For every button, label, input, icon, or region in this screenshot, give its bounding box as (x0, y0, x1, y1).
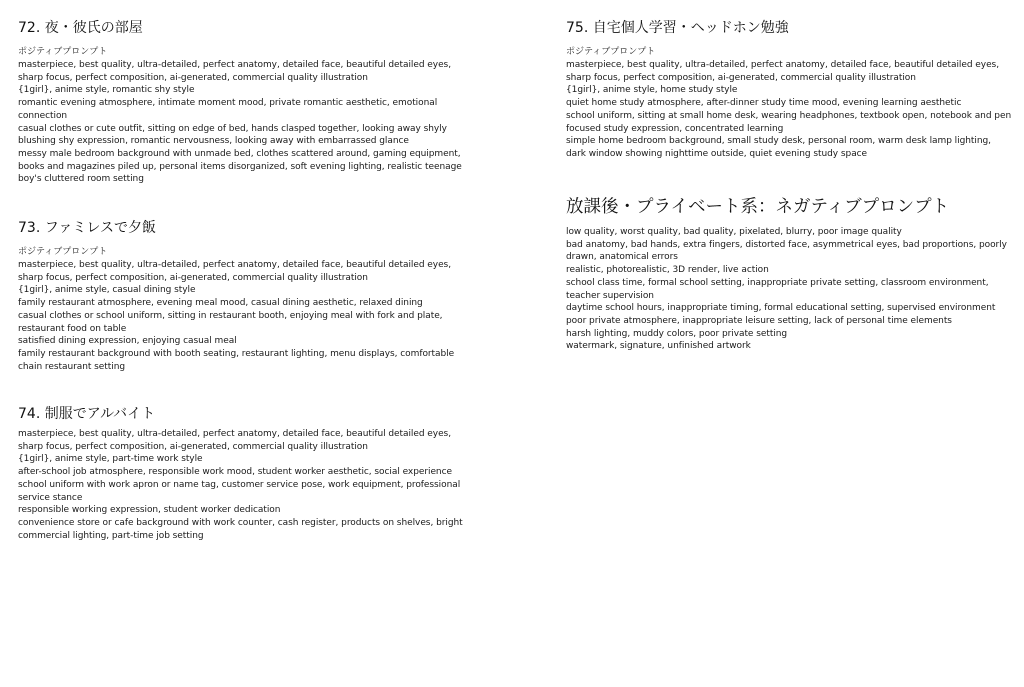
prompt-line: books and magazines piled up, personal items disorganized, soft evening lighting, realistic teenage (18, 161, 462, 172)
prompt-lines (18, 428, 463, 542)
prompt-line: commercial lighting, part-time job setting (18, 530, 204, 541)
prompt-line: school class time, formal school setting, inappropriate private setting, classroom environment, (566, 277, 989, 288)
prompt-line: romantic evening atmosphere, intimate moment mood, private romantic aesthetic, emotional (18, 98, 438, 109)
section-title: 放課後・プライベート系：ネガティブプロンプト (566, 197, 950, 217)
section-title: 74. 制服でアルバイト (18, 406, 156, 422)
prompt-line: chain restaurant setting (18, 361, 126, 372)
prompt-line: watermark, signature, unfinished artwork (566, 341, 751, 352)
prompt-line: daytime school hours, inappropriate timing, formal educational setting, supervised environment (566, 303, 996, 314)
prompt-line: sharp focus, perfect composition, ai-generated, commercial quality illustration (18, 72, 368, 83)
prompt-line: sharp focus, perfect composition, ai-generated, commercial quality illustration (566, 72, 916, 83)
section-subtitle: ポジティブプロンプト (18, 47, 108, 57)
prompt-line: {1girl}, anime style, romantic shy style (18, 85, 195, 96)
prompt-line: blushing shy expression, romantic nervousness, looking away with embarrassed glance (18, 136, 409, 147)
prompt-line: poor private atmosphere, inappropriate leisure setting, lack of personal time elements (566, 315, 952, 326)
section-subtitle: ポジティブプロンプト (566, 47, 656, 57)
prompt-line: after-school job atmosphere, responsible work mood, student worker aesthetic, social experience (18, 467, 452, 478)
prompt-line: bad anatomy, bad hands, extra fingers, distorted face, asymmetrical eyes, bad proportions, poorly (566, 239, 1007, 250)
section-title: 73. ファミレスで夕飯 (18, 220, 157, 236)
prompt-line: school uniform with work apron or name tag, customer service pose, work equipment, professional (18, 479, 461, 490)
prompt-line: simple home bedroom background, small study desk, personal room, warm desk lamp lighting, (566, 136, 991, 147)
section-72 (18, 19, 462, 186)
section-title: 75. 自宅個人学習・ヘッドホン勉強 (566, 20, 789, 36)
prompt-line: teacher supervision (566, 290, 654, 301)
prompt-line: low quality, worst quality, bad quality, pixelated, blurry, poor image quality (566, 227, 902, 237)
prompt-line: restaurant food on table (18, 323, 127, 334)
prompt-line: family restaurant atmosphere, evening meal mood, casual dining aesthetic, relaxed dining (18, 298, 423, 309)
prompt-line: dark window showing nighttime outside, quiet evening study space (566, 148, 868, 159)
prompt-line: {1girl}, anime style, casual dining style (18, 285, 196, 296)
prompt-lines (566, 226, 1007, 353)
prompt-line: satisfied dining expression, enjoying casual meal (18, 336, 237, 347)
prompt-line: sharp focus, perfect composition, ai-generated, commercial quality illustration (18, 441, 368, 452)
prompt-lines (18, 59, 462, 186)
section-title: 72. 夜・彼氏の部屋 (18, 20, 143, 36)
prompt-line: casual clothes or school uniform, sitting in restaurant booth, enjoying meal with fork and plate, (18, 310, 443, 321)
prompt-line: service stance (18, 492, 83, 503)
prompt-line: school uniform, sitting at small home desk, wearing headphones, textbook open, notebook and pen (566, 110, 1012, 121)
prompt-line: casual clothes or cute outfit, sitting on edge of bed, hands clasped together, looking away shyly (18, 123, 447, 134)
prompt-line: harsh lighting, muddy colors, poor private setting (566, 328, 788, 339)
section-73 (18, 219, 454, 373)
prompt-line: boy's cluttered room setting (18, 174, 144, 185)
prompt-line: responsible working expression, student worker dedication (18, 505, 281, 516)
prompt-line: masterpiece, best quality, ultra-detailed, perfect anatomy, detailed face, beautiful detailed eyes, (18, 260, 452, 270)
prompt-lines (566, 59, 1011, 161)
prompt-lines (18, 259, 454, 373)
prompt-line: focused study expression, concentrated learning (566, 123, 784, 134)
prompt-line: {1girl}, anime style, part-time work style (18, 454, 203, 465)
section-74 (18, 405, 463, 542)
section-75 (566, 19, 1011, 161)
prompt-line: masterpiece, best quality, ultra-detailed, perfect anatomy, detailed face, beautiful detailed eyes, (18, 60, 452, 70)
prompt-line: family restaurant background with booth seating, restaurant lighting, menu displays, comfortable (18, 348, 455, 359)
section-negative-prompt (566, 196, 1007, 353)
prompt-line: masterpiece, best quality, ultra-detailed, perfect anatomy, detailed face, beautiful detailed eyes, (566, 60, 1000, 70)
section-subtitle: ポジティブプロンプト (18, 247, 108, 257)
prompt-line: realistic, photorealistic, 3D render, live action (566, 265, 769, 276)
prompt-line: quiet home study atmosphere, after-dinner study time mood, evening learning aesthetic (566, 98, 962, 109)
prompt-line: {1girl}, anime style, home study style (566, 85, 738, 96)
prompt-line: sharp focus, perfect composition, ai-generated, commercial quality illustration (18, 272, 368, 283)
prompt-line: connection (18, 110, 68, 121)
prompt-line: drawn, anatomical errors (566, 252, 678, 263)
prompt-line: messy male bedroom background with unmade bed, clothes scattered around, gaming equipment, (18, 148, 461, 159)
prompt-line: convenience store or cafe background with work counter, cash register, products on shelves, bright (18, 517, 463, 528)
prompt-line: masterpiece, best quality, ultra-detailed, perfect anatomy, detailed face, beautiful detailed eyes, (18, 429, 452, 439)
